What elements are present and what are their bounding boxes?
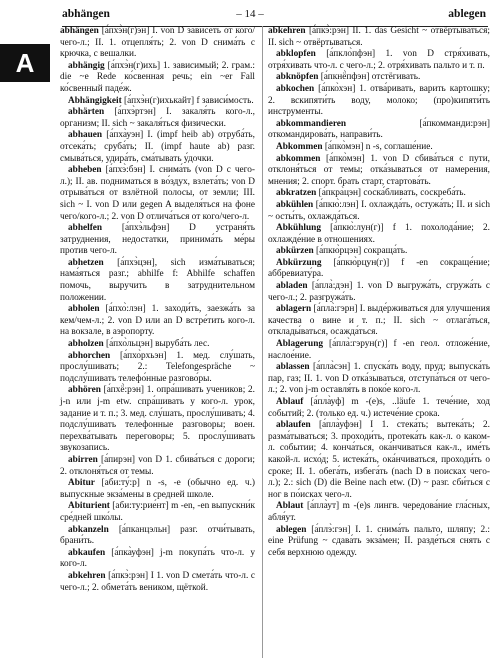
- entry-definition: [а́пла̀ут] m -(e)s лингв. чередова́ние гла́сных, абля́ут.: [268, 501, 490, 523]
- dictionary-entry: [60, 130, 255, 165]
- entry-definition: [а́пкнё̀пфэн] отстёгивать.: [318, 72, 421, 83]
- dictionary-entry: [60, 351, 255, 386]
- entry-headword: Abhängigkeit: [68, 95, 122, 106]
- entry-headword: abknöpfen: [276, 72, 319, 83]
- dictionary-entry: [268, 258, 490, 281]
- entry-headword: Abkühlung: [276, 223, 321, 234]
- entry-definition: [аби:ту:рие́нт] m -en, -en выпускни́к сре́дней шко́лы.: [60, 501, 255, 523]
- dictionary-entry: [268, 26, 490, 49]
- entry-headword: abhängen: [60, 26, 99, 36]
- entry-definition: [а́пкю̀:лэн] I. охлажда́ть, остужа́ть; II. и sich ~ осты́ть, охлажда́ться.: [268, 199, 490, 222]
- entry-headword: abhängig: [68, 60, 105, 71]
- dictionary-entry: [60, 165, 255, 223]
- entry-definition: [а́пкра̀цэн] соска́бливать, соскреба́ть.: [316, 188, 466, 199]
- entry-definition: [а́пла̀сэн] 1. спуска́ть воду, пруд; выпуска́ть пар, газ; II. 1. von D отка́зываться, отступа́ться от чего-л.; 2. von j-m оставля́ть в поко́е кого-л.: [268, 362, 490, 396]
- dictionary-entry: [268, 142, 490, 154]
- entry-definition: [а́пхё̀:рэн] 1. опра́шивать учеников; 2. j-n или j-m etw. спра́шивать у кого-л. урок, задание и т. п.; 3. мед. слу́шать, прослу́шивать; 4. подслу́шивать телефонные разговоры; воен. перехва́тывать переговоры; 5. прослу́шивать звукозапись.: [60, 385, 255, 454]
- dictionary-entry: [268, 362, 490, 397]
- entry-headword: abhauen: [68, 130, 103, 141]
- entry-definition: [а́пхо̀:лэн] 1. заходи́ть, заезжа́ть за кем/чем-л.; 2. von D или an D встре́тить кого-л. на вокзале, в аэропорту.: [60, 304, 255, 338]
- dictionary-entry: [60, 258, 255, 304]
- entry-headword: abheben: [68, 165, 102, 176]
- dictionary-entry: [60, 304, 255, 339]
- page-header: [0, 6, 500, 24]
- dictionary-entry: [60, 96, 255, 108]
- entry-definition: [а́пкэ̀:рэн] I 1. von D смета́ть что-л. с чего-л.; 2. обмета́ть веником, щёткой.: [60, 570, 255, 593]
- entry-headword: abkanzeln: [68, 524, 109, 535]
- dictionary-entry: [60, 26, 255, 61]
- entry-headword: abladen: [276, 281, 308, 292]
- entry-definition: [а́пко̀мэн] n -s, соглаше́ние.: [322, 141, 433, 152]
- entry-headword: Abiturient: [68, 501, 110, 512]
- dictionary-entry: [268, 339, 490, 362]
- entry-definition: [а́пхэ̀н(г)ихь] 1. зависимый; 2. грам.: die ~e Rede ко́свенная речь; ein ~er Fall ко́свенный паде́ж.: [60, 60, 255, 94]
- entry-headword: Ablaut: [276, 501, 304, 512]
- entry-headword: abkommen: [276, 153, 321, 164]
- entry-definition: [а́пирэн] von D 1. сбива́ться с дороги; 2. отклоня́ться от темы.: [60, 454, 255, 477]
- dictionary-entry: [268, 49, 490, 72]
- dictionary-entry: [268, 501, 490, 524]
- page-number: – 14 –: [236, 8, 264, 20]
- dictionary-entry: [268, 304, 490, 339]
- entry-headword: abhärten: [68, 107, 105, 118]
- entry-headword: abholzen: [68, 339, 104, 350]
- entry-definition: [а́пко̀мэн] 1. von D сбива́ться с пути, отклоня́ться от темы; отка́зываться от намерения, мнения; 2. спорт. брать старт, стартова́ть.: [268, 153, 490, 187]
- dictionary-entry: [268, 84, 490, 119]
- letter-tab: A: [0, 44, 50, 82]
- entry-headword: abkaufen: [68, 547, 106, 558]
- dictionary-entry: [268, 72, 490, 84]
- entry-definition: [а́пхэ̀:бэн] I. снима́ть (von D с чего-л.); II. ав. подниматься в во́здух, взлета́ть; von D отрыва́ться от взлётной полосы, от земли; III. sich ~ I. von D или gegen A выделя́ться на фоне чего/кого-л.; 2. von D отлича́ться от кого/чего-л.: [60, 165, 255, 222]
- entry-definition: [а́пхо̀льцэн] выруба́ть лес.: [103, 339, 210, 350]
- left-column: [60, 26, 255, 594]
- entry-definition: [а́пла̀:гэрун(г)] f -en геол. отложе́ние, наслое́ние.: [268, 339, 490, 361]
- entry-headword: abhetzen: [68, 257, 104, 268]
- entry-headword: abklopfen: [276, 49, 316, 60]
- entry-definition: [а́пхо̀рхьэн] 1. мед. слу́шать, прослу́шивать; 2.: Telefongespräche ~ подслу́шивать телефо́нные разгово́ры.: [60, 350, 255, 384]
- entry-definition: [а́пкю̀рцэн] сокраща́ть.: [313, 246, 408, 257]
- entry-definition: [а́пкю̀:лун(г)] f 1. похолода́ние; 2. охлажде́ние в отношениях.: [268, 223, 490, 245]
- entry-definition: [а́пхэ̀н(г)ихькайт] f зависи́мость.: [121, 95, 254, 106]
- entry-headword: abkommandieren: [276, 118, 347, 129]
- dictionary-entry: [268, 525, 490, 560]
- dictionary-entry: [60, 107, 255, 130]
- entry-headword: Ablauf: [276, 397, 304, 407]
- entry-headword: abkratzen: [276, 188, 317, 199]
- entry-definition: [а́пла̀:гэрн] I. выде́рживаться для улучшения качества о вине и т. п.; II. sich ~ отлага́ться, отклады́ваться, осажда́ться.: [268, 304, 490, 338]
- dictionary-entry: [268, 223, 490, 246]
- entry-headword: abkühlen: [276, 199, 314, 210]
- dictionary-entry: [60, 548, 255, 571]
- dictionary-entry: [60, 571, 255, 594]
- entry-definition: [а́пха̀уэн] I. (impf heib ab) отруба́ть, отсека́ть; сруба́ть; II. (impf haute ab) разг. смыва́ться, удира́ть, сма́тывать у́дочки.: [60, 130, 255, 164]
- entry-definition: [а́пхэ̀цэн], sich изма́тываться; нама́яться разг.; abhilfe f: Abhilfe schaffen помочь, выручить в затруднительном положении.: [60, 257, 255, 303]
- dictionary-entry: [268, 119, 490, 142]
- entry-headword: abkürzen: [276, 246, 314, 257]
- entry-headword: ablegen: [276, 524, 307, 535]
- entry-definition: [а́пкло̀пфэн] 1. von D стря́хивать, отря́хивать что-л. с чего-л.; 2. отря́хивать пальто и т. п.: [268, 49, 490, 71]
- right-running-headword: ablegen: [448, 8, 486, 20]
- entry-definition: [а́пкю̀рцун(г)] f -en сокраще́ние; аббревиату́ра.: [268, 257, 490, 280]
- dictionary-entry: [268, 281, 490, 304]
- entry-headword: abholen: [68, 304, 100, 315]
- entry-definition: [а́пла̀уф] m -(e)s, ..läufe 1. тече́ние, ход событий; 2. (только ед. ч.) истече́ние срока.: [268, 397, 490, 419]
- dictionary-entry: [268, 200, 490, 223]
- dictionary-entry: [268, 246, 490, 258]
- dictionary-entry: [60, 61, 255, 96]
- entry-definition: [а́пла̀уфэн] I 1. стека́ть; вытека́ть; 2. разма́тываться; 3. проходи́ть, протека́ть как-л. о каком-л. событии; 4. конча́ться, ока́нчиваться как-л., име́ть какой-л. исхо́д; 5. истека́ть, ока́нчиваться, проходи́ть о сроке; II. 1. обега́ть, избега́ть (nach D в поисках чего-л.); 2.: sich (D) die Beine nach etw. (D) ~ разг. сби́ться с ног в по́исках чего-л.: [268, 420, 490, 500]
- entry-headword: abkehren: [68, 570, 106, 581]
- dictionary-entry: [268, 420, 490, 501]
- entry-definition: [аби:ту́:р] n -s, -e (обычно ед. ч.) выпускные экза́мены в средней школе.: [60, 478, 255, 500]
- entry-definition: [а́пла̀:дэн] 1. von D выгружа́ть, сгружа́ть с чего-л.; 2. разгружа́ть.: [268, 281, 490, 303]
- entry-headword: abirren: [68, 454, 98, 465]
- dictionary-entry: [60, 223, 255, 258]
- dictionary-entry: [268, 188, 490, 200]
- dictionary-entry: [60, 385, 255, 455]
- right-column: [268, 26, 490, 559]
- entry-definition: [а́пкэ̀:рэн] II. 1. das Gesicht ~ отвёртываться; II. sich ~ отвёртываться.: [268, 26, 490, 48]
- dictionary-entry: [268, 154, 490, 189]
- left-running-headword: abhängen: [62, 8, 110, 20]
- column-divider: [262, 26, 263, 658]
- entry-definition: [а́плэ̀:гэн] I. 1. снима́ть пальто, шляпу; 2.: eine Prüfung ~ сдава́ть экза́мен; II. разде́ться снять с себя верхнюю одежду.: [268, 524, 490, 558]
- dictionary-entry: [60, 525, 255, 548]
- entry-headword: abhören: [68, 385, 101, 396]
- entry-definition: [а́пко̀хэн] 1. отва́ривать, варить картошку; 2. вскипяти́ть воду, молоко; (про)кипяти́ть инструменты.: [268, 83, 490, 118]
- entry-definition: [а́пкомманди:рэн] откомандирова́ть, направи́ть.: [268, 118, 490, 141]
- dictionary-entry: [60, 455, 255, 478]
- dictionary-entry: [60, 501, 255, 524]
- entry-headword: abhelfen: [68, 223, 103, 234]
- entry-headword: ablaufen: [276, 420, 311, 431]
- entry-definition: [а́пхэ̀н(г)эн] I. von D зависеть от кого/чего-л.; II. 1. отцепля́ть; 2. von D снима́ть с крючка, с вешалки.: [60, 26, 255, 60]
- entry-definition: [а́пка̀уфэн] j-m покупа́ть что-л. у кого-л.: [60, 547, 255, 570]
- entry-definition: [а́пхэ̀льфэн] D устраня́ть затруднения, недостатки, принима́ть ме́ры против чего-л.: [60, 223, 255, 257]
- entry-definition: [а́пхэ̀ртэн] I. закаля́ть кого-л., организм; II. sich ~ закаля́ться физически.: [60, 107, 255, 129]
- dictionary-entry: [268, 397, 490, 420]
- entry-headword: ablagern: [276, 304, 312, 315]
- entry-definition: [а́пканцэльн] разг. отчи́тывать, брани́ть.: [60, 524, 255, 547]
- entry-headword: Abitur: [68, 478, 95, 489]
- entry-headword: abkehren: [268, 26, 306, 36]
- dictionary-entry: [60, 339, 255, 351]
- entry-headword: abhorchen: [68, 350, 111, 361]
- entry-headword: ablassen: [276, 362, 310, 373]
- entry-headword: Ablagerung: [276, 339, 324, 350]
- entry-headword: Abkürzung: [276, 257, 322, 268]
- entry-headword: Abkommen: [276, 141, 323, 152]
- entry-headword: abkochen: [276, 83, 315, 94]
- dictionary-entry: [60, 478, 255, 501]
